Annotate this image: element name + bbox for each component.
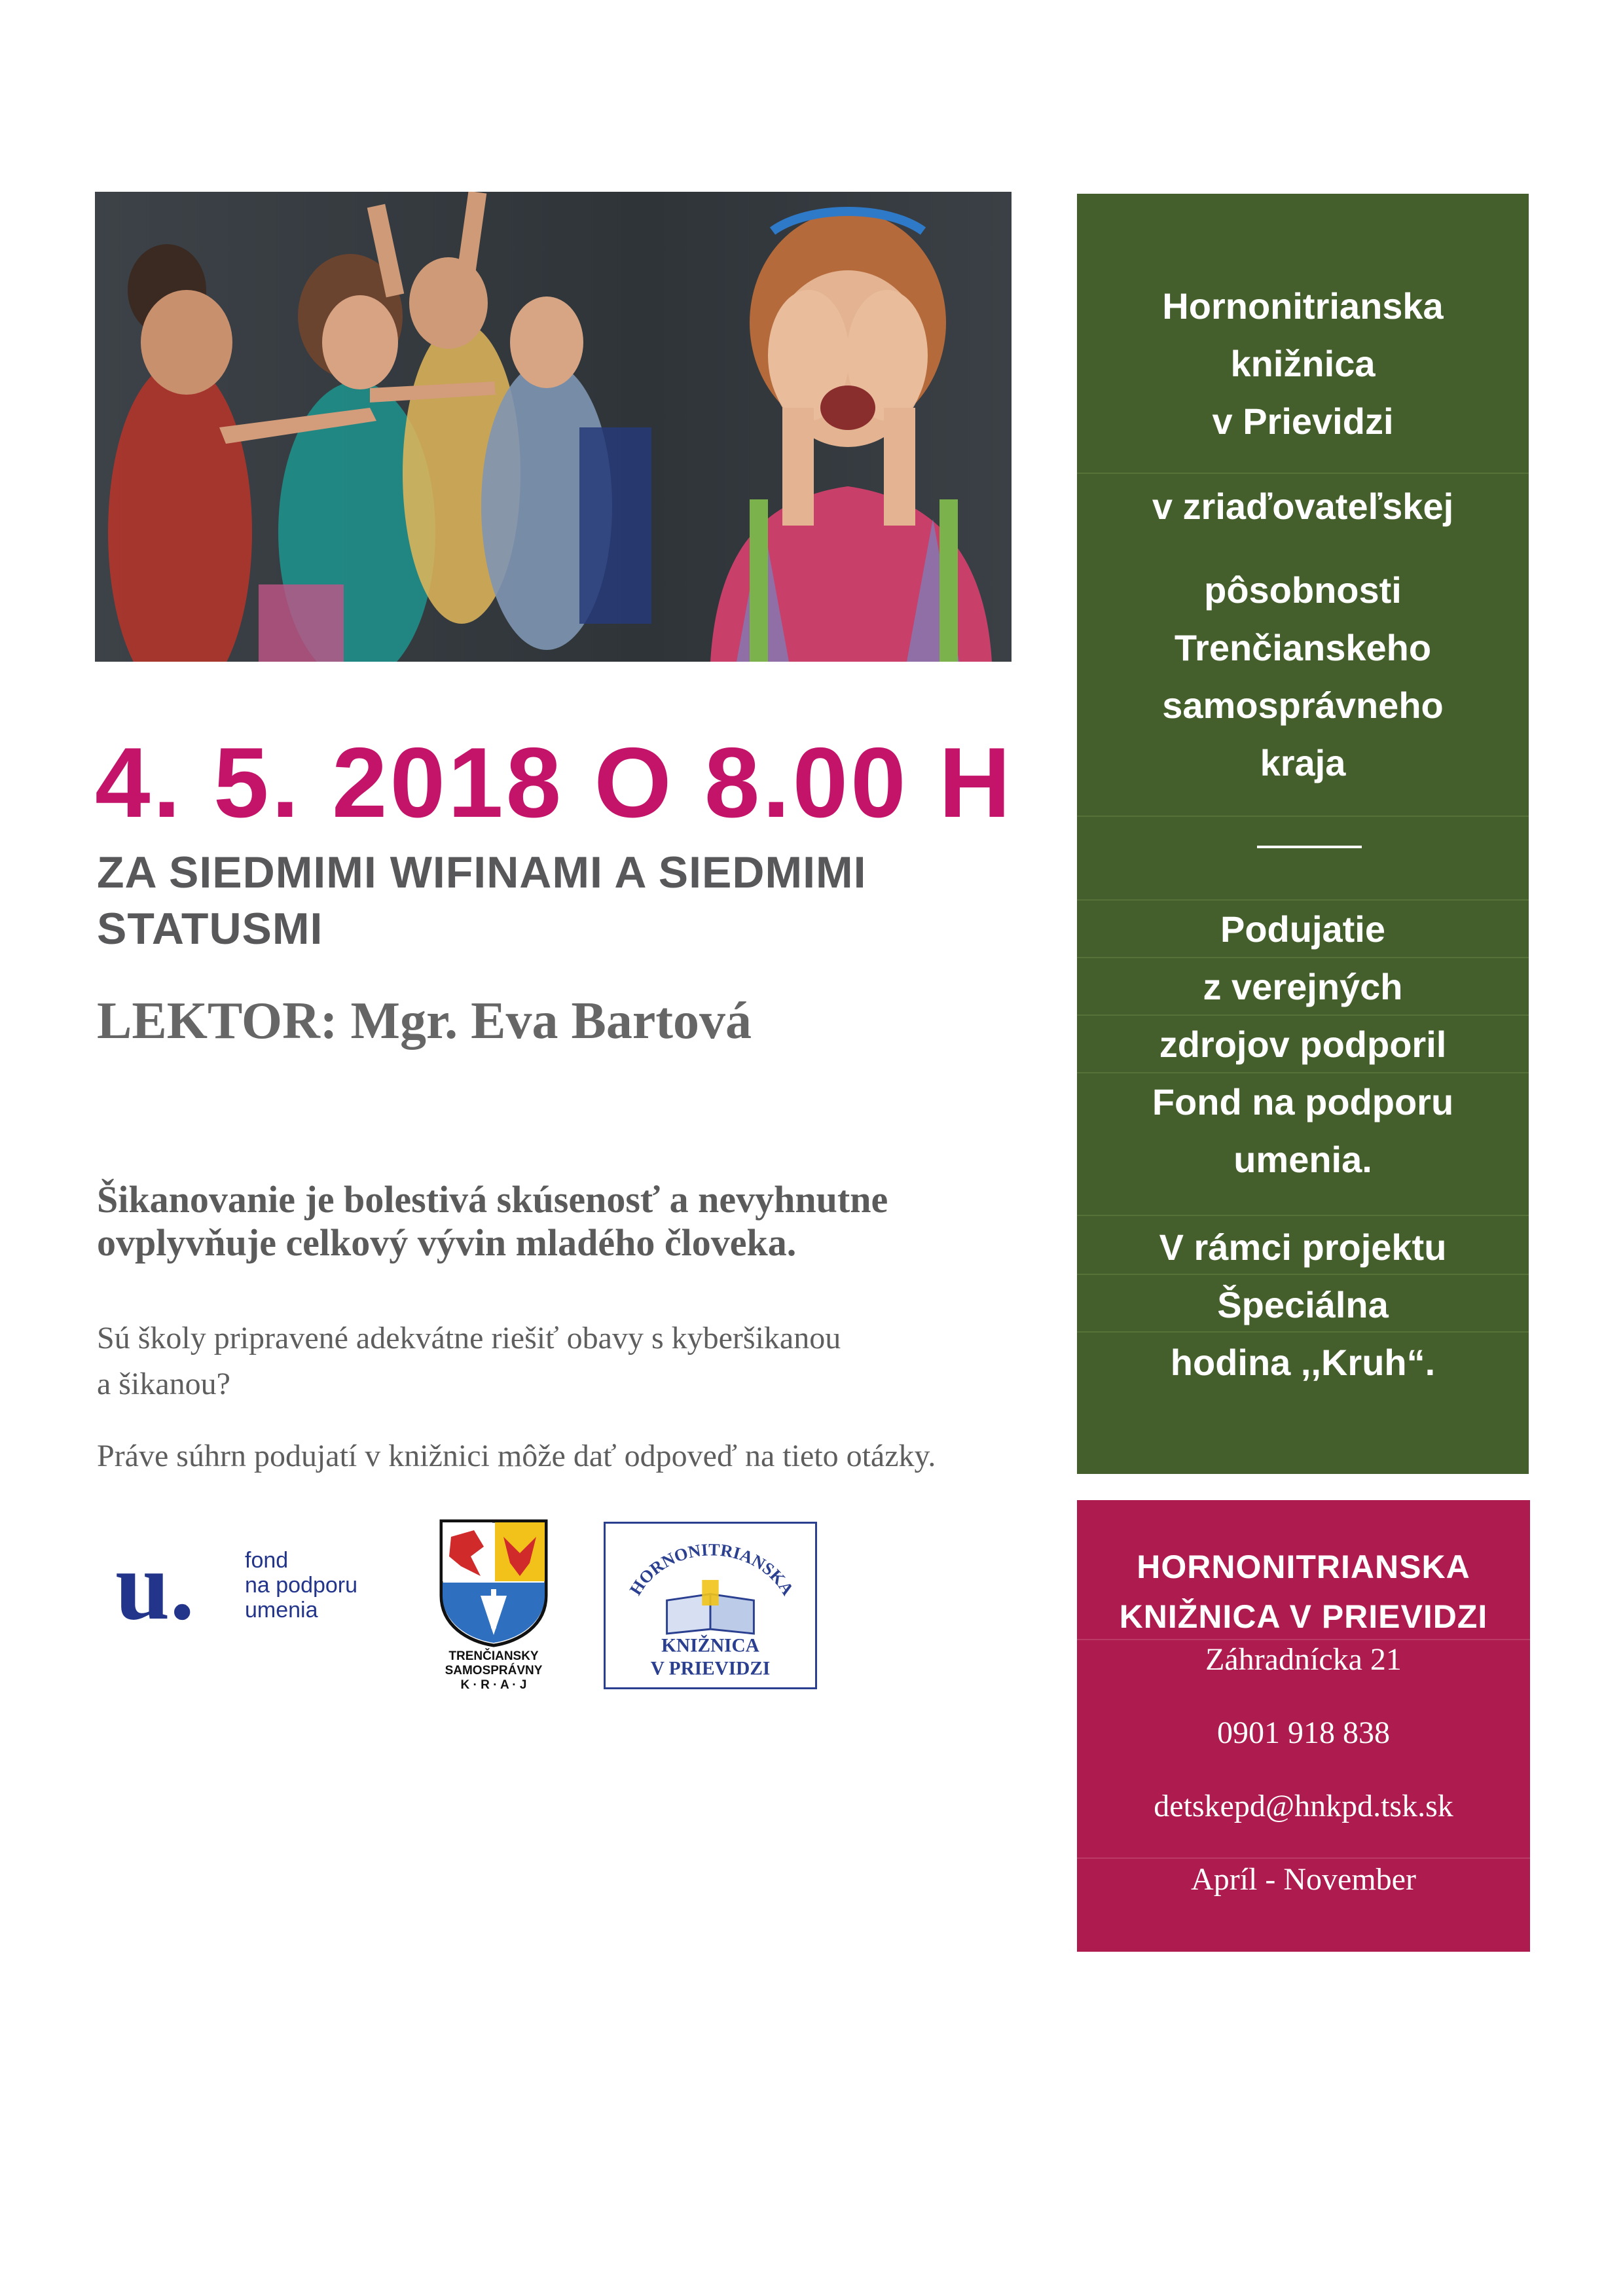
fpu-line: na podporu xyxy=(245,1573,358,1598)
coat-of-arms-icon xyxy=(435,1517,553,1648)
info-line: Fond na podporu xyxy=(1152,1081,1454,1122)
fpu-mark: u. xyxy=(115,1541,194,1633)
info-line: pôsobnosti xyxy=(1204,569,1402,611)
contact-period: Apríl - November xyxy=(1191,1862,1416,1897)
question-line: Sú školy pripravené adekvátne riešiť obavy s kyberšikanou xyxy=(97,1321,841,1355)
info-line: Trenčianskeho xyxy=(1174,627,1432,668)
info-line: kraja xyxy=(1260,742,1346,783)
contact-email[interactable]: detskepd@hnkpd.tsk.sk xyxy=(1154,1789,1453,1823)
trenciansky-kraj-logo xyxy=(435,1517,553,1694)
info-line: samosprávneho xyxy=(1162,685,1444,726)
contact-panel xyxy=(1077,1500,1530,1952)
question-line: a šikanou? xyxy=(97,1367,230,1401)
lead-line: Šikanovanie je bolestivá skúsenosť a nevyhnutne xyxy=(97,1178,888,1221)
fond-na-podporu-umenia-logo xyxy=(115,1541,390,1633)
hero-photo xyxy=(95,192,1012,662)
info-line: zdrojov podporil xyxy=(1159,1024,1447,1065)
info-line: knižnica xyxy=(1230,343,1376,384)
answer-paragraph: Práve súhrn podujatí v knižnici môže dať odpoveď na tieto otázky. xyxy=(97,1439,936,1473)
fpu-mark-icon xyxy=(115,1541,220,1633)
hk-line1: KNIŽNICA xyxy=(661,1635,759,1657)
info-line: Špeciálna xyxy=(1217,1284,1389,1325)
tsk-line: SAMOSPRÁVNY xyxy=(445,1664,543,1677)
fpu-line: umenia xyxy=(245,1598,318,1623)
contact-phone: 0901 918 838 xyxy=(1217,1715,1390,1750)
contact-heading: KNIŽNICA V PRIEVIDZI xyxy=(1119,1598,1488,1635)
event-title-line: ZA SIEDMIMI WIFINAMI A SIEDMIMI xyxy=(97,848,867,897)
lecturer: LEKTOR: Mgr. Eva Bartová xyxy=(97,992,752,1050)
event-title-line: STATUSMI xyxy=(97,904,323,954)
hk-line2: V PRIEVIDZI xyxy=(650,1658,771,1679)
info-line: v zriaďovateľskej xyxy=(1152,486,1454,527)
info-line: V rámci projektu xyxy=(1159,1227,1447,1268)
info-line: z verejných xyxy=(1203,966,1403,1007)
event-date: 4. 5. 2018 O 8.00 H xyxy=(95,727,1013,838)
hornonitrianska-kniznica-logo xyxy=(604,1522,817,1689)
info-line: umenia. xyxy=(1233,1139,1372,1180)
fpu-line: fond xyxy=(245,1548,289,1573)
info-line: v Prievidzi xyxy=(1212,401,1394,442)
event-title xyxy=(97,844,1040,957)
contact-address: Záhradnícka 21 xyxy=(1205,1642,1402,1677)
info-panel xyxy=(1077,194,1529,1474)
tsk-line: TRENČIANSKY xyxy=(448,1649,539,1663)
fpu-text xyxy=(245,1548,357,1623)
hk-arc-text: HORNONITRIANSKA xyxy=(626,1540,797,1599)
info-line: Hornonitrianska xyxy=(1162,285,1444,327)
tsk-text xyxy=(435,1649,553,1693)
info-line: hodina ,,Kruh“. xyxy=(1170,1342,1436,1383)
info-line: Podujatie xyxy=(1220,908,1386,950)
tsk-line: K · R · A · J xyxy=(460,1678,527,1692)
divider xyxy=(1257,846,1362,848)
lead-line: ovplyvňuje celkový vývin mladého človeka. xyxy=(97,1221,797,1264)
contact-heading: HORNONITRIANSKA xyxy=(1137,1549,1470,1585)
lead-paragraph xyxy=(97,1178,1053,1265)
question-paragraph xyxy=(97,1316,1013,1407)
